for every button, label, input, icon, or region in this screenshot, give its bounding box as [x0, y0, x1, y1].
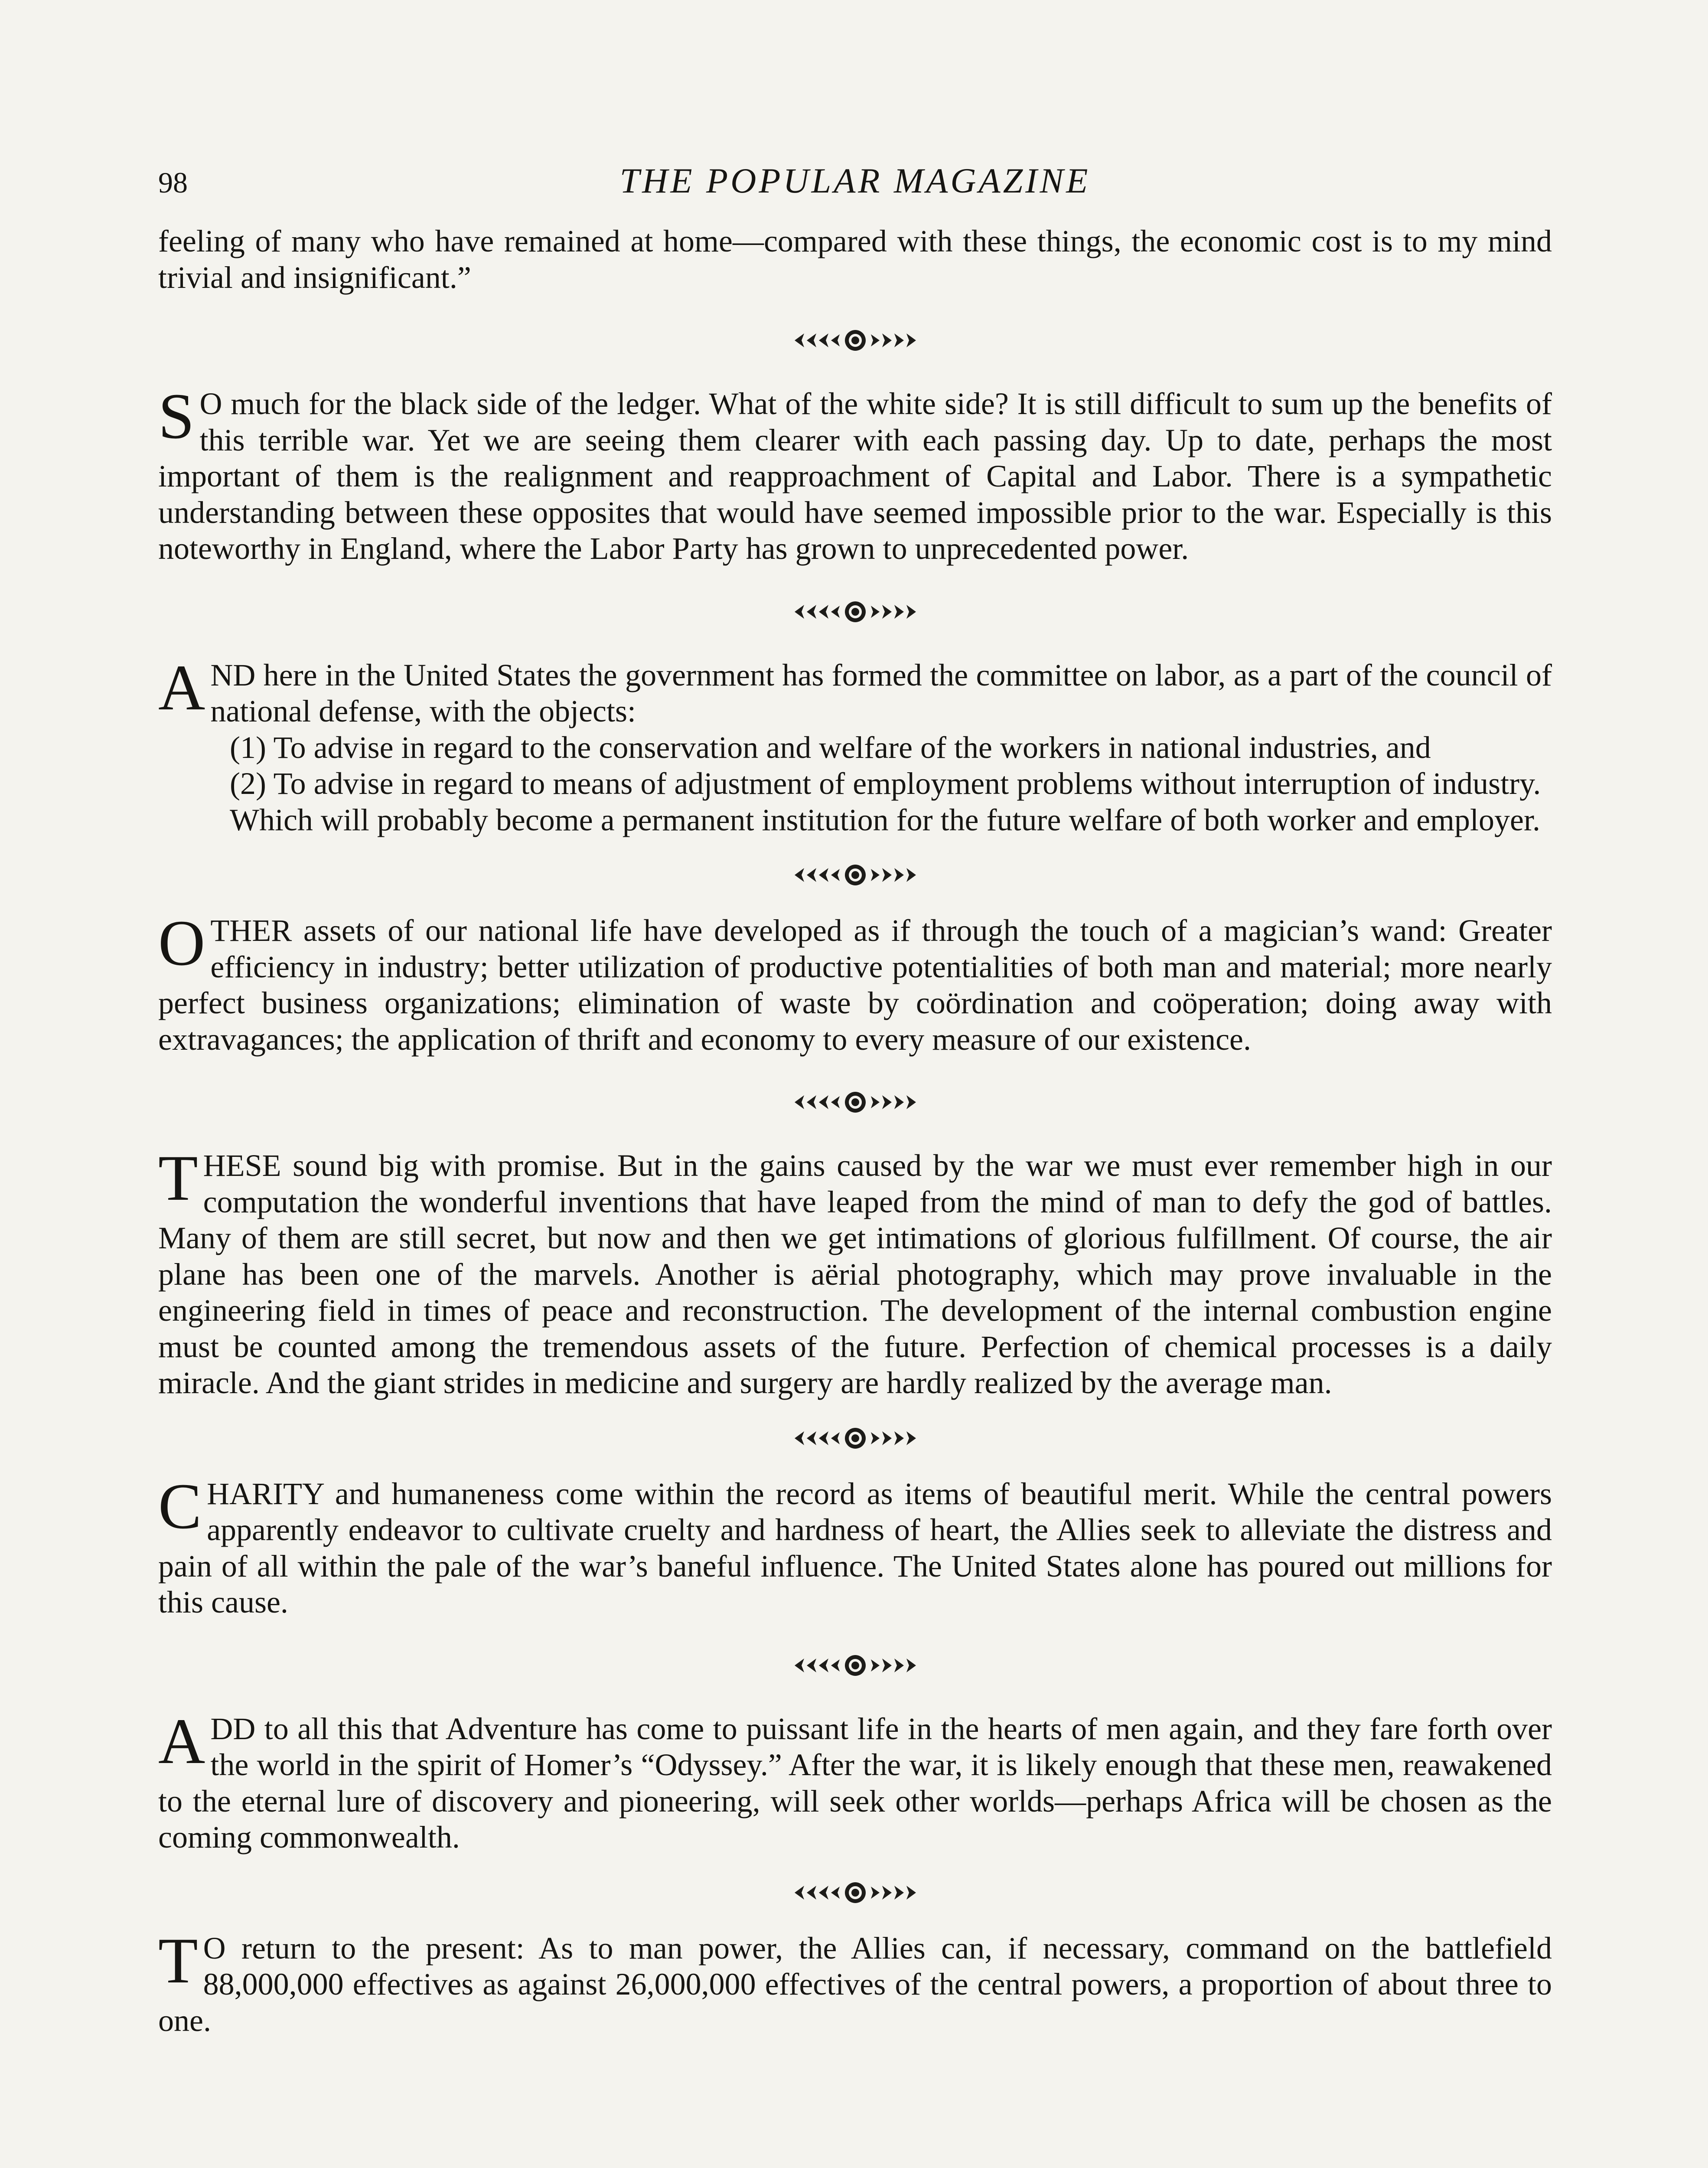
section-paragraph: HESE sound big with promise. But in the gains caused by the war we must ever remember high in our computation the wonderful inventions that have leaped from the mind of man to defy the god of battles. Many of them are still secret, but now and then we get intimations of glorious fulfillment. Of course, the air plane has been one of the marvels. Another is aërial photography, which may prove invaluable in the engineering field in times of peace and reconstruction. The development of the internal combustion engine must be counted among the tremendous assets of the future. Perfection of chemical processes is a daily miracle. And the giant strides in medicine and surgery are hardly realized by the average man.	[158, 1148, 1552, 1400]
running-title: THE POPULAR MAGAZINE	[619, 161, 1091, 200]
article-section-2	[158, 651, 1552, 839]
floral-ornament-icon	[790, 863, 920, 887]
drop-cap: T	[158, 1142, 198, 1214]
section-paragraph: DD to all this that Adventure has come to puissant life in the hearts of men again, and they fare forth over the world in the spirit of Homer’s “Odyssey.” After the war, it is likely enough that these men, reawakened to the eternal lure of discovery and pioneering, will seek other worlds—perhaps Africa will be chosen as the coming commonwealth.	[158, 1711, 1552, 1855]
drop-cap: T	[158, 1924, 198, 1997]
magazine-page	[158, 160, 1552, 2039]
article-section-7	[158, 1924, 1552, 2039]
section-paragraph: HARITY and humaneness come within the record as items of beautiful merit. While the central powers apparently endeavor to cultivate cruelty and hardness of heart, the Allies seek to alleviate the distress and pain of all within the pale of the war’s baneful influence. The United States alone has poured out millions for this cause.	[158, 1476, 1552, 1619]
article-section-6	[158, 1705, 1552, 1856]
article-section-1	[158, 380, 1552, 567]
section-divider	[158, 1646, 1552, 1685]
intro-paragraph: feeling of many who have remained at home—compared with these things, the economic cost is to my mind trivial and insignificant.”	[158, 224, 1552, 295]
section-divider	[158, 592, 1552, 631]
drop-cap: A	[158, 651, 205, 724]
drop-cap: S	[158, 380, 195, 452]
section-paragraph: O return to the present: As to man power, the Allies can, if necessary, command on the battlefield 88,000,000 effectives as against 26,000,000 effectives of the central powers, a proportion of about three to one.	[158, 1930, 1552, 2038]
floral-ornament-icon	[790, 328, 920, 353]
drop-cap: C	[158, 1470, 202, 1542]
article-section-4	[158, 1142, 1552, 1401]
article-section-5	[158, 1470, 1552, 1621]
list-item: (1) To advise in regard to the conservation and welfare of the workers in national industries, and	[230, 730, 1431, 765]
section-paragraph: ND here in the United States the government has formed the committee on labor, as a part of the council of national defense, with the objects:	[210, 657, 1552, 728]
page-header	[158, 160, 1552, 212]
section-paragraph: THER assets of our national life have developed as if through the touch of a magician’s wand: Greater efficiency in industry; better utilization of productive potentialities of both man and material; more nearly perfect business organizations; elimination of waste by coördination and coöperation; doing away with extravagances; the application of thrift and economy to every measure of our existence.	[158, 913, 1552, 1057]
floral-ornament-icon	[790, 1881, 920, 1905]
list-item: (2) To advise in regard to means of adjustment of employment problems without interruption of industry.	[230, 766, 1541, 801]
section-divider	[158, 1873, 1552, 1912]
page-number: 98	[158, 166, 188, 199]
section-paragraph: O much for the black side of the ledger. What of the white side? It is still difficult to sum up the benefits of this terrible war. Yet we are seeing them clearer with each passing day. Up to date, perhaps the most important of them is the realignment and reapproachment of Capital and Labor. There is a sympathetic understanding between these opposites that would have seemed impossible prior to the war. Especially is this noteworthy in England, where the Labor Party has grown to unprecedented power.	[158, 386, 1552, 566]
floral-ornament-icon	[790, 1653, 920, 1678]
drop-cap: O	[158, 907, 205, 979]
section-paragraph: Which will probably become a permanent institution for the future welfare of both worker and employer.	[230, 802, 1541, 837]
floral-ornament-icon	[790, 1090, 920, 1114]
floral-ornament-icon	[790, 600, 920, 624]
drop-cap: A	[158, 1705, 205, 1777]
article-section-3	[158, 907, 1552, 1058]
section-divider	[158, 1419, 1552, 1458]
floral-ornament-icon	[790, 1426, 920, 1450]
section-divider	[158, 1083, 1552, 1122]
section-divider	[158, 855, 1552, 895]
section-divider	[158, 321, 1552, 360]
